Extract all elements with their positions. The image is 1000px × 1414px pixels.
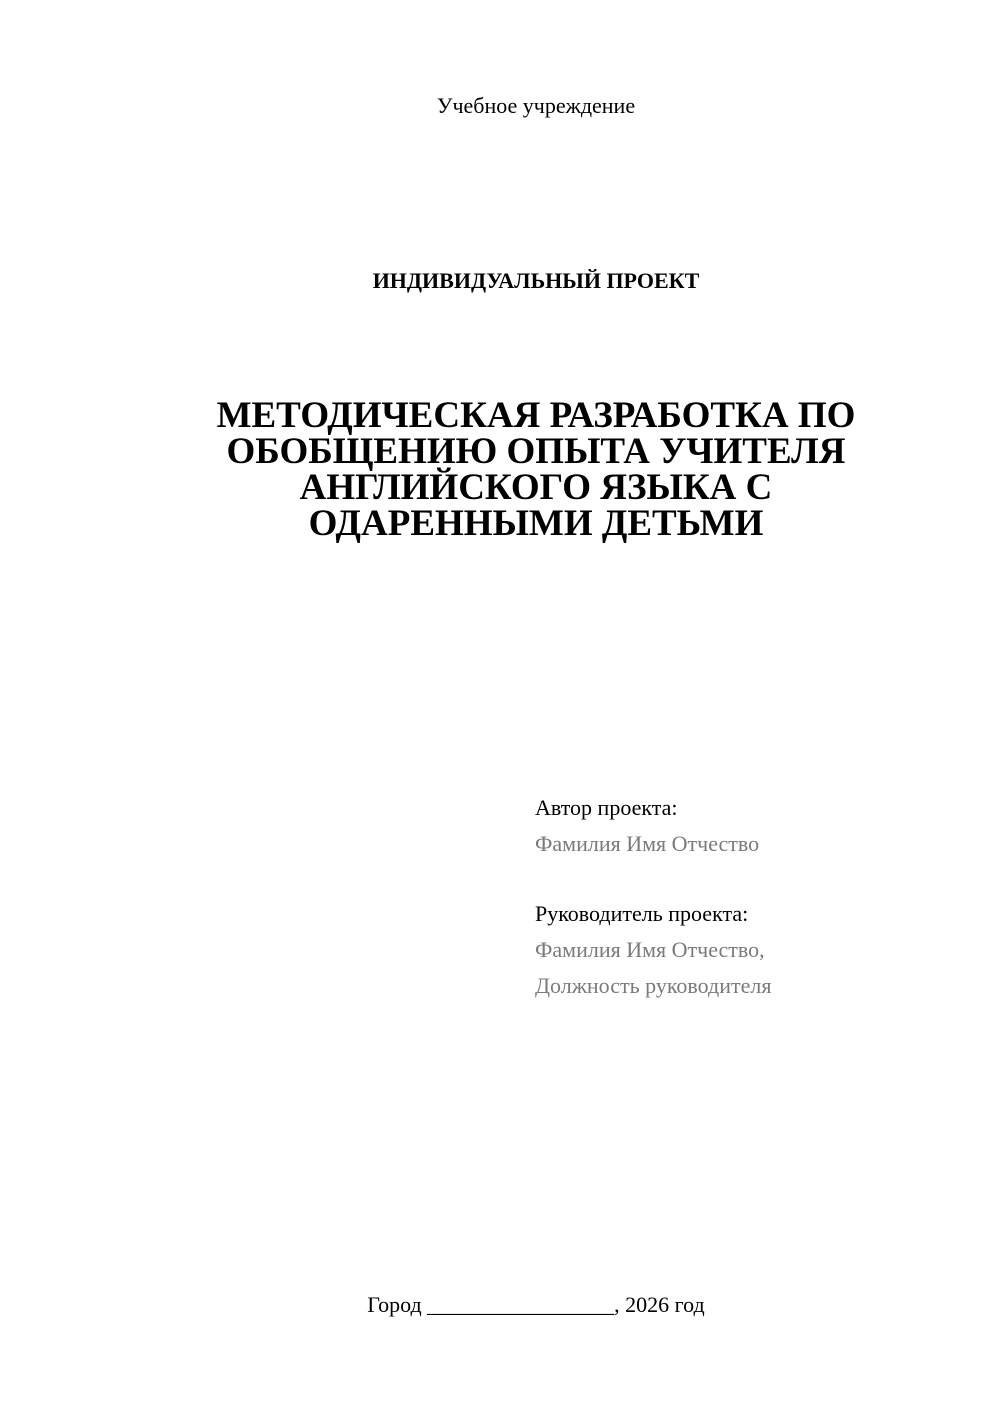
project-info-block bbox=[535, 790, 975, 1004]
spacer bbox=[535, 862, 975, 896]
author-name-placeholder: Фамилия Имя Отчество bbox=[535, 831, 760, 856]
project-title-line: АНГЛИЙСКОГО ЯЗЫКА С bbox=[299, 467, 773, 508]
project-title-line: ОДАРЕННЫМИ ДЕТЬМИ bbox=[308, 503, 764, 544]
supervisor-position-placeholder: Должность руководителя bbox=[535, 973, 772, 998]
supervisor-name-placeholder: Фамилия Имя Отчество, bbox=[535, 937, 765, 962]
institution-name: Учебное учреждение bbox=[436, 93, 636, 118]
project-title bbox=[180, 395, 892, 544]
author-label: Автор проекта: bbox=[535, 795, 678, 820]
supervisor-label: Руководитель проекта: bbox=[535, 901, 749, 926]
project-title-line: ОБОБЩЕНИЮ ОПЫТА УЧИТЕЛЯ bbox=[226, 431, 846, 472]
document-type: ИНДИВИДУАЛЬНЫЙ ПРОЕКТ bbox=[372, 268, 700, 293]
city-year-footer: Город _________________, 2026 год bbox=[367, 1292, 705, 1317]
project-title-line: МЕТОДИЧЕСКАЯ РАЗРАБОТКА ПО bbox=[216, 395, 856, 436]
